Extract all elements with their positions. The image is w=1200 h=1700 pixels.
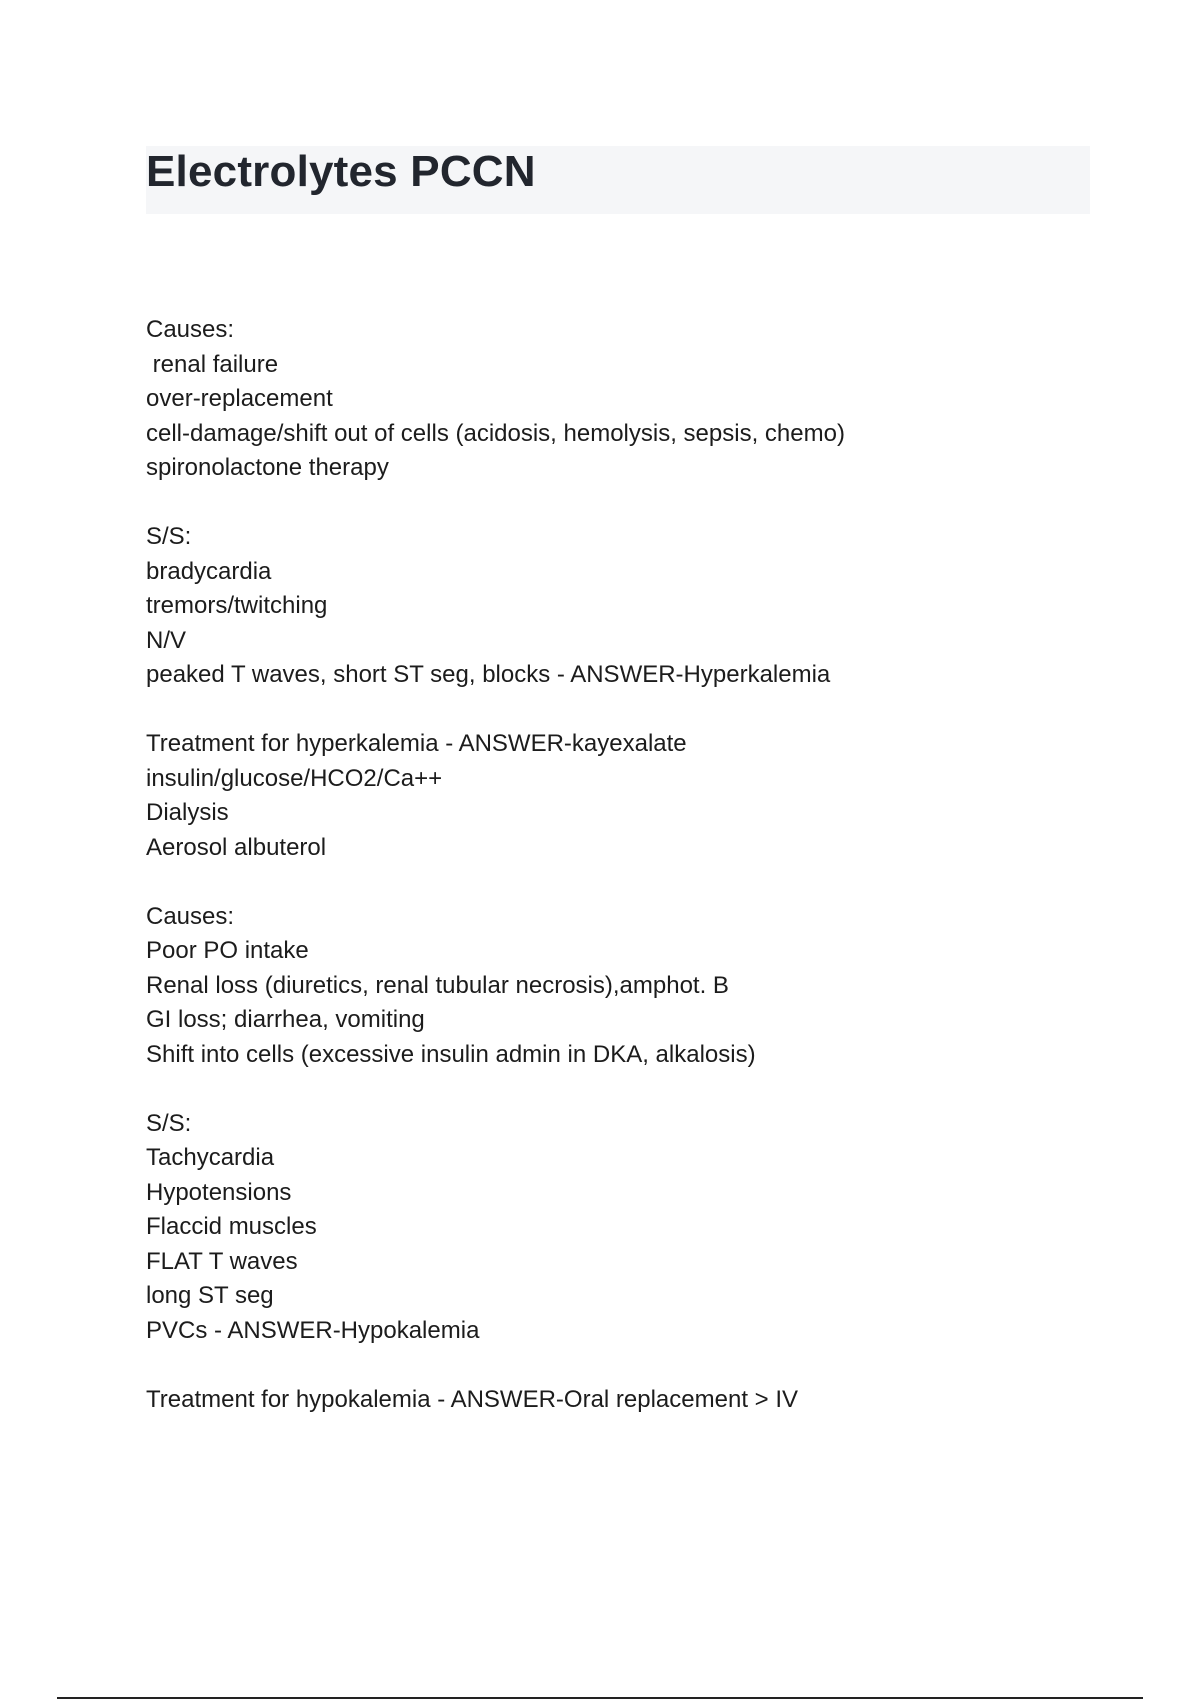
text-line: tremors/twitching (146, 592, 328, 619)
text-line: Tachycardia (146, 1144, 275, 1171)
text-block-hyperkalemia-signs (146, 520, 1086, 693)
text-line: long ST seg (146, 1282, 274, 1309)
text-line: Treatment for hypokalemia - ANSWER-Oral replacement > IV (146, 1385, 799, 1413)
text-line: S/S: (146, 523, 192, 550)
text-line: insulin/glucose/HCO2/Ca++ (146, 764, 443, 792)
text-line: peaked T waves, short ST seg, blocks - ANSWER-Hyperkalemia (146, 661, 831, 688)
document-body (146, 313, 1086, 1452)
text-line: renal failure (146, 350, 279, 378)
text-block-hypokalemia-signs (146, 1107, 1086, 1349)
text-line: Causes: (146, 902, 235, 930)
text-block-hypokalemia-treatment (146, 1383, 1086, 1418)
text-line: Shift into cells (excessive insulin admin in DKA, alkalosis) (146, 1040, 756, 1068)
text-line: Flaccid muscles (146, 1213, 317, 1240)
text-line: Aerosol albuterol (146, 833, 327, 861)
text-line: GI loss; diarrhea, vomiting (146, 1006, 425, 1033)
text-line: over-replacement (146, 385, 333, 412)
text-line: Treatment for hyperkalemia - ANSWER-kayexalate (146, 730, 687, 757)
footer-divider (57, 1697, 1143, 1699)
text-line: cell-damage/shift out of cells (acidosis, hemolysis, sepsis, chemo) (146, 419, 845, 447)
text-block-hypokalemia-causes (146, 900, 1086, 1073)
text-block-hyperkalemia-causes (146, 313, 1086, 486)
text-line: Renal loss (diuretics, renal tubular necrosis),amphot. B (146, 971, 729, 999)
text-line: spironolactone therapy (146, 454, 389, 481)
text-line: Hypotensions (146, 1178, 292, 1206)
text-line: bradycardia (146, 557, 272, 585)
text-block-hyperkalemia-treatment (146, 727, 1086, 865)
text-line: Poor PO intake (146, 937, 309, 964)
text-line: PVCs - ANSWER-Hypokalemia (146, 1316, 480, 1344)
text-line: N/V (146, 626, 187, 654)
text-line: S/S: (146, 1109, 192, 1137)
text-line: FLAT T waves (146, 1247, 298, 1275)
text-line: Causes: (146, 316, 235, 343)
text-line: Dialysis (146, 799, 229, 826)
page-title: Electrolytes PCCN (146, 147, 536, 196)
